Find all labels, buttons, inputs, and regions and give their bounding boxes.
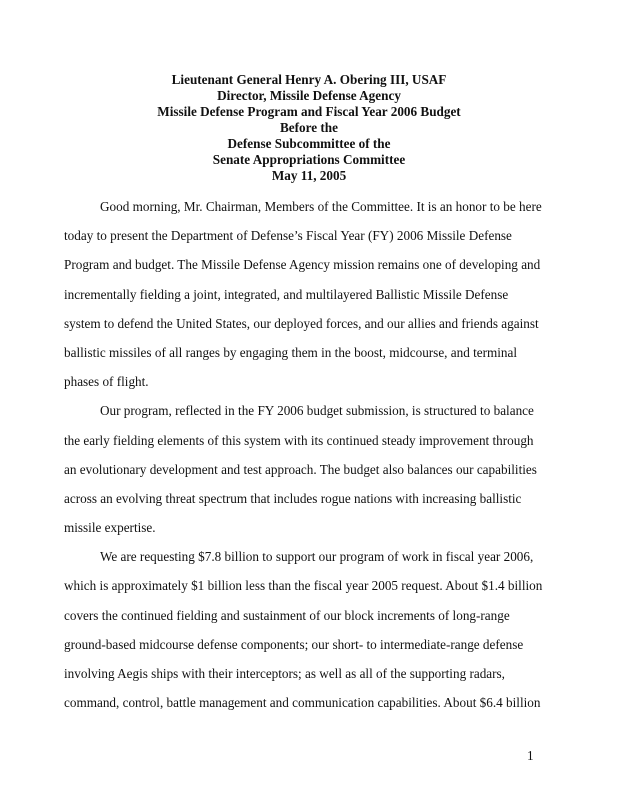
testimony-body (64, 192, 554, 717)
text-line: an evolutionary development and test approach. The budget also balances our capabilities (64, 461, 537, 477)
paragraph-2 (64, 396, 554, 542)
header-title-line: Director, Missile Defense Agency (217, 88, 401, 103)
text-line: covers the continued fielding and sustainment of our block increments of long-range (64, 607, 510, 623)
text-line: command, control, battle management and communication capabilities. About $6.4 billion (64, 695, 541, 711)
page-number: 1 (527, 748, 534, 763)
text-line: system to defend the United States, our deployed forces, and our allies and friends against (64, 315, 539, 331)
text-line: the early fielding elements of this system with its continued steady improvement through (64, 432, 534, 448)
text-line: ballistic missiles of all ranges by engaging them in the boost, midcourse, and terminal (64, 344, 518, 360)
text-line: involving Aegis ships with their interceptors; as well as all of the supporting radars, (64, 666, 505, 681)
text-line: incrementally fielding a joint, integrated, and multilayered Ballistic Missile Defense (64, 286, 509, 302)
text-line: missile expertise. (64, 520, 156, 536)
text-line: across an evolving threat spectrum that includes rogue nations with increasing ballistic (64, 490, 522, 506)
header-date-line: May 11, 2005 (271, 168, 347, 183)
paragraph-1 (64, 192, 554, 396)
header-subcommittee-line: Defense Subcommittee of the (227, 136, 391, 151)
header-subject-line: Missile Defense Program and Fiscal Year 2006 Budget (157, 104, 461, 119)
text-line: Good morning, Mr. Chairman, Members of the Committee. It is an honor to be here (100, 199, 542, 214)
testimony-header (0, 72, 618, 184)
text-line: which is approximately $1 billion less than the fiscal year 2005 request. About $1.4 billion (64, 578, 543, 594)
text-line: We are requesting $7.8 billion to support our program of work in fiscal year 2006, (100, 549, 534, 565)
header-name-line: Lieutenant General Henry A. Obering III, USAF (171, 72, 447, 87)
text-line: phases of flight. (64, 374, 149, 390)
text-line: Our program, reflected in the FY 2006 budget submission, is structured to balance (100, 403, 534, 419)
text-line: today to present the Department of Defense’s Fiscal Year (FY) 2006 Missile Defense (64, 228, 512, 244)
paragraph-3 (64, 542, 554, 717)
text-line: Program and budget. The Missile Defense Agency mission remains one of developing and (64, 257, 541, 273)
header-before-line: Before the (280, 120, 338, 135)
header-committee-line: Senate Appropriations Committee (212, 152, 406, 167)
text-line: ground-based midcourse defense components; our short- to intermediate-range defense (64, 636, 524, 652)
